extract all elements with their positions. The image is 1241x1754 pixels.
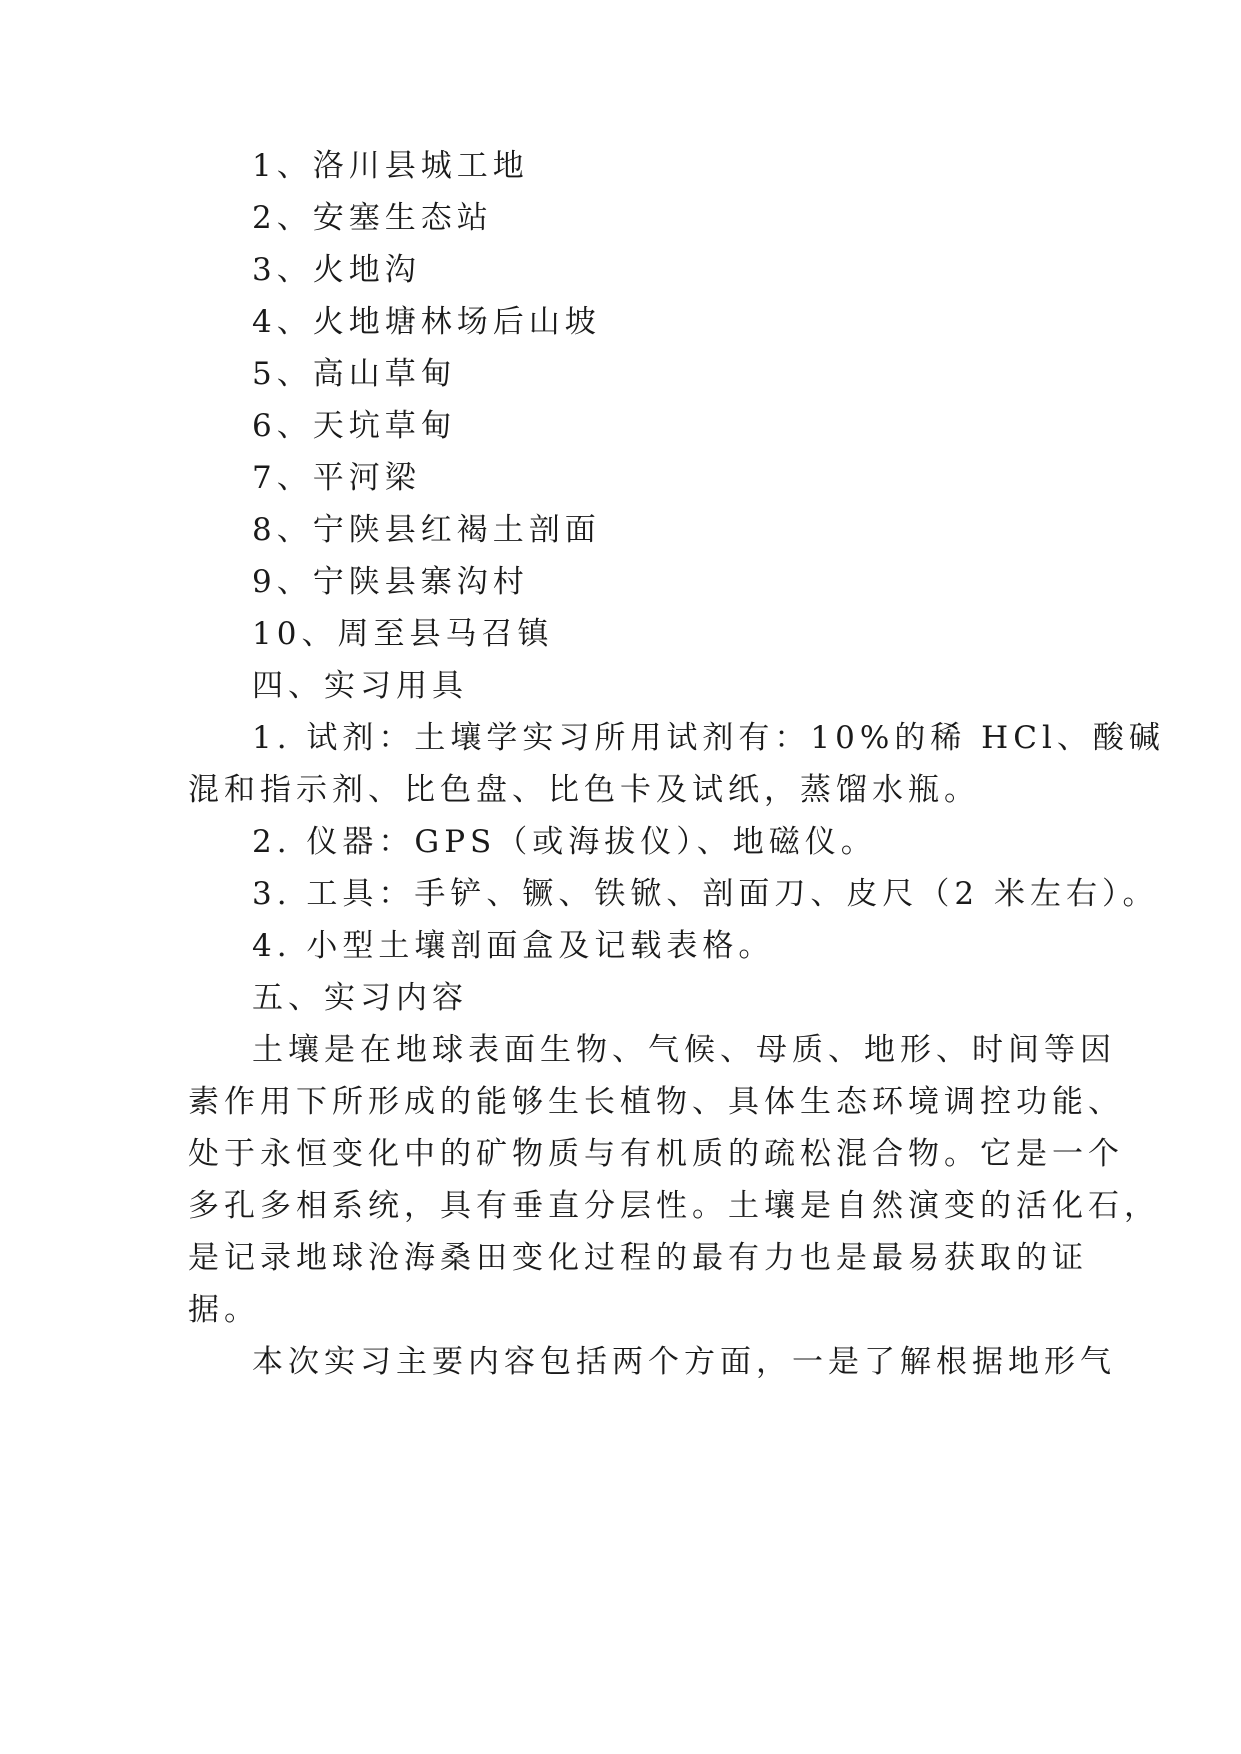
tools-instruments: 2. 仪器：GPS（或海拔仪）、地磁仪。 bbox=[252, 824, 877, 860]
site-list-item-7: 7、平河梁 bbox=[252, 460, 421, 496]
section-heading-tools: 四、实习用具 bbox=[252, 668, 468, 704]
site-list-item-2: 2、安塞生态站 bbox=[252, 200, 493, 236]
site-list-item-5: 5、高山草甸 bbox=[252, 356, 457, 392]
tools-hand-tools: 3. 工具：手铲、镢、铁锨、剖面刀、皮尺（2 米左右）。 bbox=[252, 876, 1159, 912]
paragraph-soil-line1: 土壤是在地球表面生物、气候、母质、地形、时间等因 bbox=[252, 1032, 1116, 1068]
tools-reagents-line1: 1. 试剂：土壤学实习所用试剂有：10%的稀 HCl、酸碱 bbox=[252, 720, 1165, 756]
tools-reagents-line2: 混和指示剂、比色盘、比色卡及试纸，蒸馏水瓶。 bbox=[188, 772, 980, 808]
site-list-item-9: 9、宁陕县寨沟村 bbox=[252, 564, 529, 600]
site-list-item-1: 1、洛川县城工地 bbox=[252, 148, 529, 184]
section-heading-content: 五、实习内容 bbox=[252, 980, 468, 1016]
site-list-item-6: 6、天坑草甸 bbox=[252, 408, 457, 444]
site-list-item-4: 4、火地塘林场后山坡 bbox=[252, 304, 601, 340]
tools-profile-box: 4. 小型土壤剖面盒及记载表格。 bbox=[252, 928, 775, 964]
site-list-item-3: 3、火地沟 bbox=[252, 252, 421, 288]
site-list-item-10: 10、周至县马召镇 bbox=[252, 616, 554, 652]
paragraph-practice-line1: 本次实习主要内容包括两个方面，一是了解根据地形气 bbox=[252, 1344, 1116, 1380]
site-list-item-8: 8、宁陕县红褐土剖面 bbox=[252, 512, 601, 548]
paragraph-soil-line4: 多孔多相系统，具有垂直分层性。土壤是自然演变的活化石， bbox=[188, 1188, 1160, 1224]
paragraph-soil-line2: 素作用下所形成的能够生长植物、具体生态环境调控功能、 bbox=[188, 1084, 1124, 1120]
paragraph-soil-line5: 是记录地球沧海桑田变化过程的最有力也是最易获取的证 bbox=[188, 1240, 1088, 1276]
paragraph-soil-line6: 据。 bbox=[188, 1292, 260, 1328]
paragraph-soil-line3: 处于永恒变化中的矿物质与有机质的疏松混合物。它是一个 bbox=[188, 1136, 1124, 1172]
